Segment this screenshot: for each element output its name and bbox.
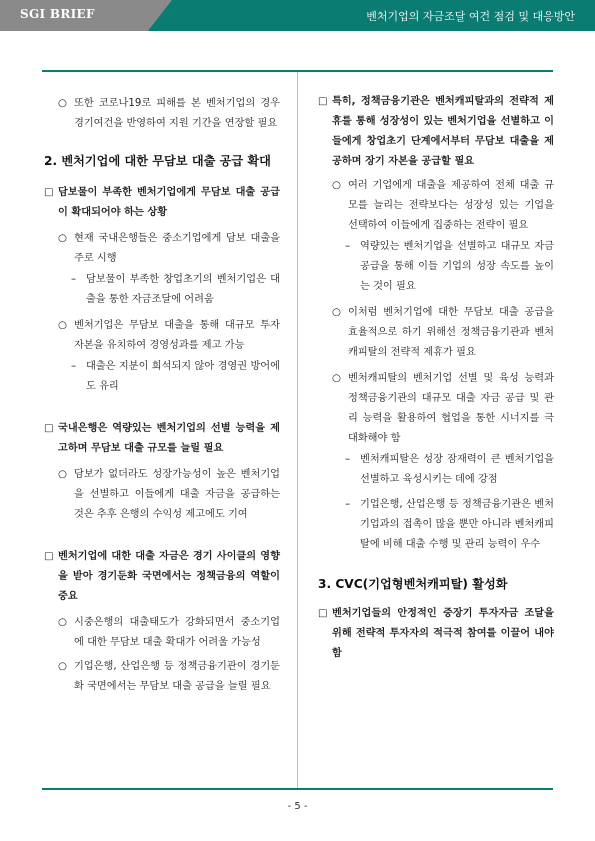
item-text: 기업은행, 산업은행 등 정책금융기관은 벤처기업과의 접촉이 많을 뿐만 아니라 벤처캐피탈에 비해 대출 수행 및 관리 능력이 우수	[360, 499, 554, 550]
key-point	[318, 92, 554, 172]
bullet-marker: ○	[58, 469, 67, 480]
item-text: 시중은행의 대출태도가 강화되면서 중소기업에 대한 무담보 대출 확대가 어려울 가능성	[74, 617, 280, 648]
bullet-item	[44, 229, 280, 269]
bullet-marker: –	[345, 499, 351, 510]
bullet-marker: ○	[58, 233, 67, 244]
section-heading-text: 2. 벤처기업에 대한 무담보 대출 공급 확대	[44, 154, 271, 168]
right-column	[318, 92, 554, 664]
bullet-item	[318, 369, 554, 449]
section-heading-text: 3. CVC(기업형벤처캐피탈) 활성화	[318, 577, 508, 591]
section-heading	[318, 575, 554, 592]
item-text: 역량있는 벤처기업을 선별하고 대규모 자금 공급을 통해 이들 기업의 성장 속도를 높이는 것이 필요	[360, 241, 554, 292]
bullet-marker: □	[44, 423, 54, 434]
item-text: 기업은행, 산업은행 등 정책금융기관이 경기둔화 국면에서는 무담보 대출 공급을 늘릴 필요	[74, 661, 280, 692]
item-text: 벤처기업에 대한 대출 자금은 경기 사이클의 영향을 받아 경기둔화 국면에서는 정책금융의 역할이 중요	[58, 551, 280, 602]
key-point	[44, 183, 280, 223]
bullet-item	[318, 176, 554, 236]
item-text: 현재 국내은행들은 중소기업에게 담보 대출을 주로 시행	[74, 233, 280, 264]
bullet-marker: ○	[58, 320, 67, 331]
bullet-item	[44, 613, 280, 653]
bullet-marker: –	[71, 361, 77, 372]
sub-bullet-item	[318, 450, 554, 490]
bullet-marker: ○	[332, 307, 341, 318]
section-heading	[44, 152, 280, 169]
item-text: 담보물이 부족한 창업초기의 벤처기업은 대출을 통한 자금조달에 어려움	[86, 274, 280, 305]
bullet-item	[318, 303, 554, 363]
bullet-item	[44, 465, 280, 525]
bullet-marker: □	[318, 608, 328, 619]
sub-bullet-item	[318, 495, 554, 555]
bullet-marker: □	[44, 187, 54, 198]
bullet-item	[44, 316, 280, 356]
item-text: 대출은 지분이 희석되지 않아 경영권 방어에도 유리	[86, 361, 280, 392]
bullet-marker: □	[44, 551, 54, 562]
bullet-marker: –	[345, 454, 351, 465]
bullet-marker: ○	[332, 180, 341, 191]
brand-label: SGI BRIEF	[20, 7, 95, 21]
item-text: 벤처캐피탈은 성장 잠재력이 큰 벤처기업을 선별하고 육성시키는 데에 강점	[360, 454, 554, 485]
bullet-marker: □	[318, 96, 328, 107]
bullet-item	[44, 94, 280, 134]
bullet-marker: ○	[58, 661, 67, 672]
item-text: 벤처기업은 무담보 대출을 통해 대규모 투자 자본을 유치하여 경영성과를 제고 가능	[74, 320, 280, 351]
column-divider	[297, 72, 298, 788]
bullet-marker: ○	[58, 98, 67, 109]
sub-bullet-item	[318, 237, 554, 297]
item-text: 또한 코로나19로 피해를 본 벤처기업의 경우 경기여건을 반영하여 지원 기간을 연장할 필요	[74, 98, 280, 129]
item-text: 국내은행은 역량있는 벤처기업의 선별 능력을 제고하며 무담보 대출 규모를 늘릴 필요	[58, 423, 280, 454]
item-text: 벤처기업들의 안정적인 중장기 투자자금 조달을 위해 전략적 투자자의 적극적 참여를 이끌어 내야함	[332, 608, 554, 659]
item-text: 담보가 없더라도 성장가능성이 높은 벤처기업을 선별하고 이들에게 대출 자금을 공급하는 것은 추후 은행의 수익성 제고에도 기여	[74, 469, 280, 520]
item-text: 여러 기업에게 대출을 제공하여 전체 대출 규모를 늘리는 전략보다는 성장성 있는 기업을 선택하여 이들에게 집중하는 전략이 필요	[348, 180, 554, 231]
header-bar	[0, 0, 595, 31]
bullet-item	[44, 657, 280, 697]
bottom-rule	[42, 788, 553, 790]
item-text: 벤처캐피탈의 벤처기업 선별 및 육성 능력과 정책금융기관의 대규모 대출 자금 공급 및 관리 능력을 활용하여 협업을 통한 시너지를 극대화해야 함	[348, 373, 554, 444]
page-number: - 5 -	[287, 801, 308, 812]
bullet-marker: ○	[332, 373, 341, 384]
key-point	[318, 604, 554, 664]
bullet-marker: –	[345, 241, 351, 252]
bullet-marker: ○	[58, 617, 67, 628]
left-column	[44, 94, 280, 697]
key-point	[44, 547, 280, 607]
item-text: 이처럼 벤처기업에 대한 무담보 대출 공급을 효율적으로 하기 위해선 정책금융기관과 벤처캐피탈의 전략적 제휴가 필요	[348, 307, 554, 358]
key-point	[44, 419, 280, 459]
bullet-marker: –	[71, 274, 77, 285]
document-title: 벤처기업의 자금조달 여건 점검 및 대응방안	[366, 10, 575, 23]
item-text: 특히, 정책금융기관은 벤처캐피탈과의 전략적 제휴를 통해 성장성이 있는 벤처기업을 선별하고 이들에게 창업초기 단계에서부터 무담보 대출을 제공하며 장기 자본을 공급할 필요	[332, 96, 554, 167]
sub-bullet-item	[44, 270, 280, 310]
item-text: 담보물이 부족한 벤처기업에게 무담보 대출 공급이 확대되어야 하는 상황	[58, 187, 280, 218]
sub-bullet-item	[44, 357, 280, 397]
